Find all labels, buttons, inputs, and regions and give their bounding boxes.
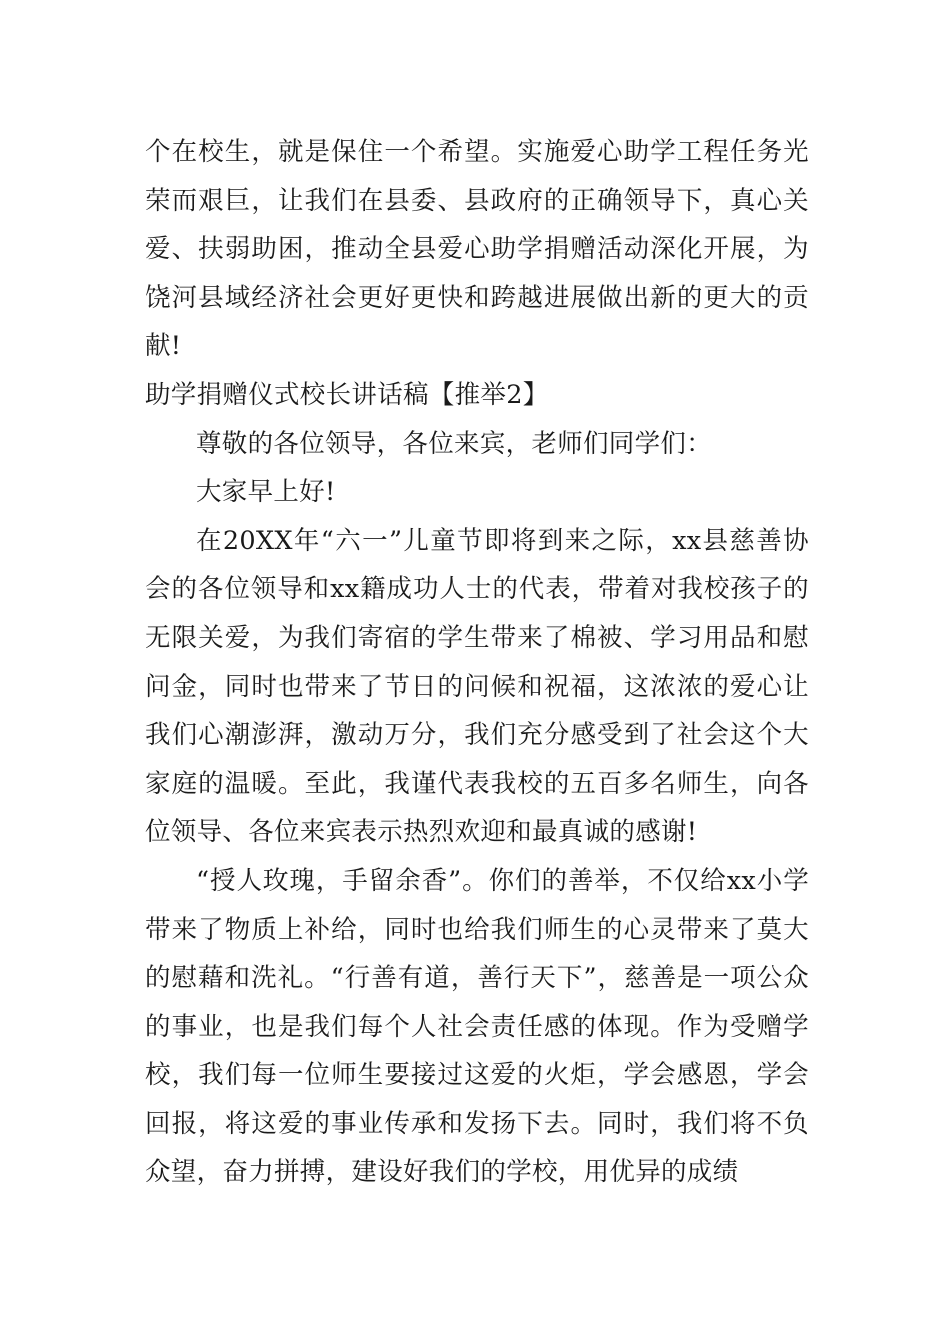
body-paragraph: 在20XX年“六一”儿童节即将到来之际，xx县慈善协会的各位领导和xx籍成功人士的代表，带着对我校孩子的无限关爱，为我们寄宿的学生带来了棉被、学习用品和慰问金，同时也带来了节日的问候和祝福，这浓浓的爱心让我们心潮澎湃，激动万分，我们充分感受到了社会这个大家庭的温暖。至此，我谨代表我校的五百多名师生，向各位领导、各位来宾表示热烈欢迎和最真诚的感谢! [145,525,809,848]
continuation-paragraph: 个在校生，就是保住一个希望。实施爱心助学工程任务光荣而艰巨，让我们在县委、县政府的正确领导下，真心关爱、扶弱助困，推动全县爱心助学捐赠活动深化开展，为饶河县域经济社会更好更快和跨越进展做出新的更大的贡献! [145,137,809,362]
greeting-paragraph: 大家早上好! [196,477,336,508]
body-paragraph: “授人玫瑰，手留余香”。你们的善举，不仅给xx小学带来了物质上补给，同时也给我们师生的心灵带来了莫大的慰藉和洗礼。“行善有道，善行天下”，慈善是一项公众的事业，也是我们每个人社会责任感的体现。作为受赠学校，我们每一位师生要接过这爱的火炬，学会感恩，学会回报，将这爱的事业传承和发扬下去。同时，我们将不负众望，奋力拼搏，建设好我们的学校，用优异的成绩 [145,865,809,1188]
salutation-paragraph: 尊敬的各位领导，各位来宾，老师们同学们： [196,428,713,459]
section-title: 助学捐赠仪式校长讲话稿【推举2】 [145,379,549,410]
document-body [145,128,809,1197]
